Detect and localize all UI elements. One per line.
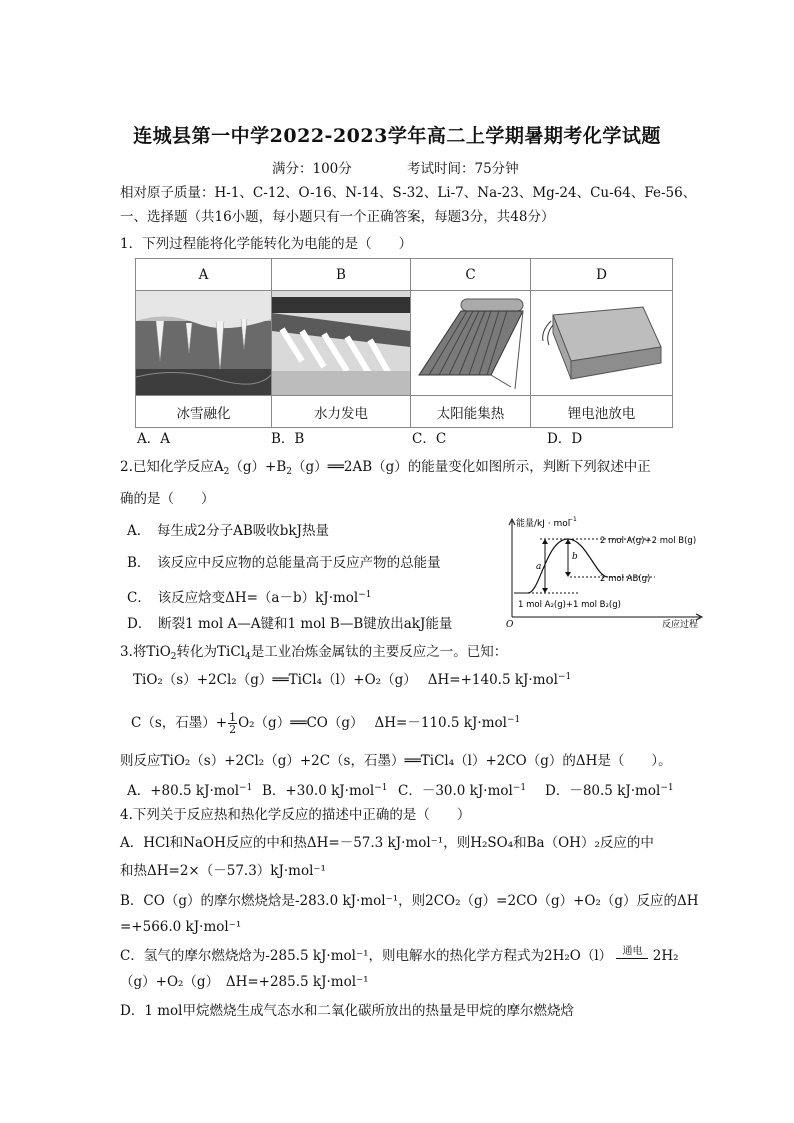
q2-stem-line2: 确的是（ ） — [120, 491, 215, 507]
q4-option-b-line1: B．CO（g）的摩尔燃烧焓是-283.0 kJ·mol⁻¹，则2CO₂（g）=2CO（g）+O₂（g）反应的ΔH — [120, 893, 699, 909]
q3-option-d: D．－80.5 kJ·mol$^{-1}$ — [545, 783, 674, 799]
q3-option-c: C．－30.0 kJ·mol$^{-1}$ — [398, 783, 527, 799]
energy-diagram — [500, 513, 710, 631]
q1-stem: 1．下列过程能将化学能转化为电能的是（ ） — [120, 236, 413, 252]
diagram-label-a: a — [536, 562, 542, 572]
diagram-label-b: b — [572, 552, 578, 562]
q3-fraction: $\frac{1}{2}$ — [229, 711, 237, 736]
q2-stem-line1: 2.已知化学反应$A_2(g)+B_2(g)══2AB(g)$的能量变化如图所示，判断下列叙述中正 — [120, 459, 651, 477]
ice-snow-image — [136, 291, 271, 395]
exam-time: 考试时间：75分钟 — [407, 161, 519, 177]
atomic-masses: 相对原子质量：H-1、C-12、O-16、N-14、S-32、Li-7、Na-23、Mg-24、Cu-64、Fe-56、 — [120, 185, 697, 201]
q2-option-c: C． 该反应焓变ΔH=（a－b）kJ·mol$^{-1}$ — [127, 590, 372, 606]
diagram-ylabel: 能量/kJ · mol — [516, 519, 571, 529]
q3-option-b: B．+30.0 kJ·mol$^{-1}$ — [262, 783, 388, 799]
q1-image-b — [272, 291, 411, 396]
q1-caption-a: 冰雪融化 — [136, 396, 272, 428]
q3-option-a: A．+80.5 kJ·mol$^{-1}$ — [127, 783, 253, 799]
q3-equation-1: TiO₂（s）+2Cl₂（g）══TiCl₄（l）+O₂（g） ΔH=+140.5 kJ·mol$^{-1}$ — [133, 672, 572, 688]
q4-option-a-line1: A．HCl和NaOH反应的中和热ΔH=－57.3 kJ·mol⁻¹，则H₂SO₄和Ba（OH）₂反应的中 — [120, 835, 654, 851]
q1-image-d — [531, 291, 673, 396]
q1-header-a: A — [136, 259, 272, 291]
electrolysis-arrow: 通电 — [616, 947, 648, 967]
q2-option-d: D． 断裂1 mol A—A键和1 mol B—B键放出akJ能量 — [127, 616, 453, 632]
diagram-top-level: 2 mol A(g)+2 mol B(g) — [600, 536, 697, 546]
q1-header-b: B — [272, 259, 411, 291]
q4-option-d: D．1 mol甲烷燃烧生成气态水和二氧化碳所放出的热量是甲烷的摩尔燃烧焓 — [120, 1003, 574, 1019]
q4-option-c-line1: C．氢气的摩尔燃烧焓为-285.5 kJ·mol⁻¹，则电解水的热化学方程式为2H₂O（l） $^{通电}$ 2H₂ — [120, 947, 679, 967]
q4-option-b-line2: =+566.0 kJ·mol⁻¹ — [120, 919, 242, 935]
q1-header-d: D — [531, 259, 673, 291]
q1-header-c: C — [411, 259, 531, 291]
diagram-ylabel-exp: −1 — [568, 516, 577, 523]
page-title: 连城县第一中学2022-2023学年高二上学期暑期考化学试题 — [133, 125, 661, 147]
full-score: 满分：100分 — [272, 161, 352, 177]
diagram-xlabel: 反应过程 — [662, 620, 699, 630]
q2-option-b: B． 该反应中反应物的总能量高于反应产物的总能量 — [127, 555, 441, 571]
q1-caption-b: 水力发电 — [272, 396, 411, 428]
q3-equation-2: C（s，石墨）+ $\frac{1}{2}$ O₂（g）══CO（g） ΔH=－110.5 kJ·mol$^{-1}$ — [131, 711, 521, 736]
solar-heater-image — [411, 291, 530, 395]
q2-option-a: A． 每生成2分子AB吸收bkJ热量 — [127, 523, 329, 539]
q4-stem: 4.下列关于反应热和热化学反应的描述中正确的是（ ） — [120, 807, 471, 823]
section-heading: 一、选择题（共16小题，每小题只有一个正确答案，每题3分，共48分） — [120, 209, 555, 225]
diagram-origin: O — [506, 620, 514, 630]
q1-image-c — [411, 291, 531, 396]
q1-option-b: B．B — [271, 431, 305, 447]
hydropower-dam-image — [272, 291, 410, 395]
q1-options-table — [135, 258, 673, 428]
diagram-bottom-level: 1 mol A₂(g)+1 mol B₂(g) — [518, 600, 621, 610]
q3-question: 则反应TiO₂（s）+2Cl₂（g）+2C（s，石墨）══TiCl₄（l）+2CO（g）的ΔH是（ ）。 — [120, 753, 672, 769]
q3-stem: 3.将TiO$_2$转化为TiCl$_4$是工业冶炼金属钛的主要反应之一。已知： — [120, 644, 508, 662]
q1-caption-c: 太阳能集热 — [411, 396, 531, 428]
q4-option-a-line2: 和热ΔH=2×（－57.3）kJ·mol⁻¹ — [120, 863, 326, 879]
q1-caption-d: 锂电池放电 — [531, 396, 673, 428]
q1-option-d: D．D — [547, 431, 583, 447]
diagram-mid-level: 2 mol AB(g) — [600, 574, 651, 584]
lithium-battery-image — [531, 291, 672, 395]
q1-image-a — [136, 291, 272, 396]
q4-option-c-line2: （g）+O₂（g） ΔH=+285.5 kJ·mol⁻¹ — [120, 974, 369, 990]
q1-option-a: A．A — [137, 431, 170, 447]
q1-option-c: C．C — [412, 431, 447, 447]
